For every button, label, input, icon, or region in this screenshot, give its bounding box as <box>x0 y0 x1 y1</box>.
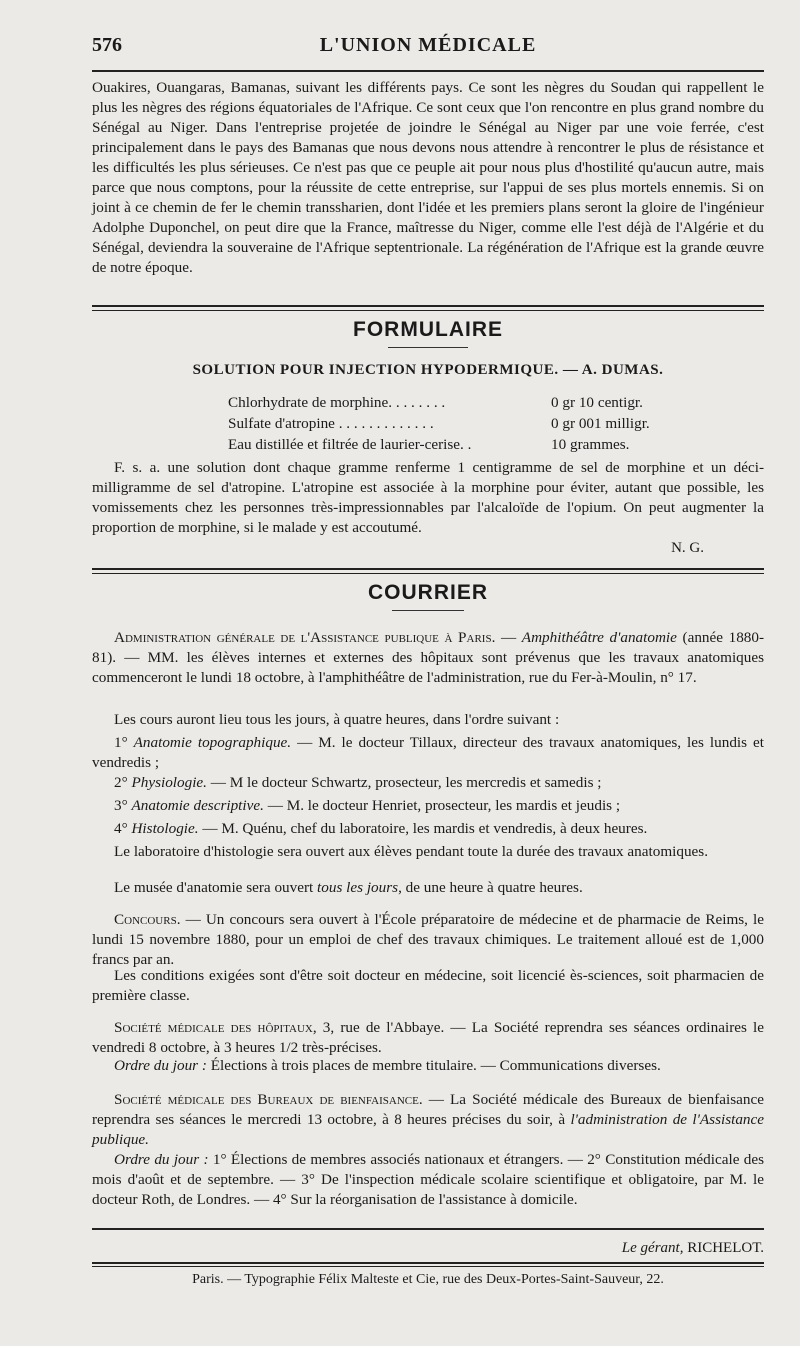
section-rule-thin <box>92 573 764 574</box>
gerant-signature <box>480 1240 764 1257</box>
concours-text: — Un concours sera ouvert à l'École préparatoire de médecine et de pharmacie de Reims, le lundi 15 novembre 1880, pour un emploi de chef des travaux chimiques. Le traitement alloué est de 1,000 francs par an. <box>92 911 764 968</box>
ingredient-qty: 0 gr 10 centigr. <box>551 394 643 411</box>
smb-heading: Société médicale des Bureaux de bienfaisance. <box>114 1091 423 1108</box>
course-item <box>92 773 764 793</box>
section-rule <box>92 568 764 570</box>
recipe-row <box>228 392 698 413</box>
smh-agenda <box>92 1056 764 1076</box>
recipe-instructions: F. s. a. une solution dont chaque gramme renferme 1 centigramme de sel de morphine et un déci-milligramme de sel d'atropine. L'atropine est associée à la morphine pour éviter, autant que possible, les vomissements chez les personnes très-impressionnables par l'alcaloïde de l'opium. On peut augmenter la proportion de morphine, si le malade y est accoutumé. <box>92 459 764 536</box>
agenda-text: 1° Élections de membres associés nationaux et étrangers. — 2° Constitution médicale des mois d'août et de septembre. — 3° De l'inspection médicale scolaire scientifique et obligatoire, par M. le docteur Roth, de Londres. — 4° Sur la réorganisation de l'assistance à domicile. <box>92 1151 765 1208</box>
course-text: — M le docteur Schwartz, prosecteur, les mercredis et samedis ; <box>210 774 602 791</box>
title-underline <box>392 610 464 611</box>
agenda-label: Ordre du jour : <box>114 1057 207 1074</box>
section-rule <box>92 1228 764 1230</box>
admin-heading: Administration générale de l'Assistance publique à Paris. <box>114 629 496 646</box>
footer-rule-thin <box>92 1266 764 1267</box>
admin-subject: Amphithéâtre d'anatomie <box>521 629 677 646</box>
gerant-name: RICHELOT. <box>687 1240 764 1256</box>
concours-paragraph <box>92 910 764 970</box>
ingredient-qty: 0 gr 001 milligr. <box>551 415 650 432</box>
conditions-paragraph: Les conditions exigées sont d'être soit docteur en médecine, soit licencié ès-sciences, soit pharmacien de première classe. <box>92 967 764 1004</box>
course-number: 4° <box>114 820 128 837</box>
ingredient-qty: 10 grammes. <box>551 436 630 453</box>
ingredient-name: Sulfate d'atropine . . . . . . . . . . . . . <box>228 415 434 432</box>
header-rule <box>92 70 764 72</box>
smb-paragraph <box>92 1090 764 1150</box>
courses-intro: Les cours auront lieu tous les jours, à quatre heures, dans l'ordre suivant : <box>114 711 560 728</box>
course-text: — M. le docteur Tillaux, directeur des travaux anatomiques, les lundis et vendredis ; <box>92 734 764 771</box>
intro-paragraph: Ouakires, Ouangaras, Bamanas, suivant les différents pays. Ce sont les nègres du Soudan qui rappellent le plus les nègres des régions équatoriales de l'Afrique. Ce sont ceux que l'on rencontre en plus grand nombre du Sénégal au Niger. Dans l'entreprise projetée de joindre le Sénégal au Niger par une voie ferrée, c'est principalement dans le pays des Bamanas que nous devons nous attendre à rencontrer le plus de résistance et les difficultés les plus sérieuses. Ce n'est pas que ce peuple ait pour nous plus d'hostilité qu'aucun autre, mais parce que nous comptons, pour la réussite de cette entreprise, sur l'appui de ses plus mortels ennemis. Si on joint à ce chemin de fer le chemin transsharien, dont l'idée et les premiers plans seront la gloire de l'ingénieur Adolphe Duponchel, on peut dire que la France, maîtresse du Niger, comme elle l'est déjà de l'Algérie et du Sénégal, deviendra la souveraine de l'Afrique septentrionale. La régénération de l'Afrique est la grande œuvre de notre époque. <box>92 79 764 276</box>
course-text: — M. Quénu, chef du laboratoire, les mardis et vendredis, à deux heures. <box>202 820 648 837</box>
recipe-row <box>228 434 698 455</box>
admin-text: (année 1880-81). — MM. les élèves internes et externes des hôpitaux sont prévenus que les travaux anatomiques commenceront le lundi 18 octobre, à l'amphithéâtre de l'administration, rue du Fer-à-Moulin, n° 17. <box>92 629 765 686</box>
course-subject: Histologie. <box>131 820 199 837</box>
course-subject: Anatomie topographique. <box>133 734 292 751</box>
agenda-text: Élections à trois places de membre titulaire. — Communications diverses. <box>210 1057 661 1074</box>
footer-rule <box>92 1262 764 1264</box>
courrier-title: COURRIER <box>367 581 488 604</box>
musee-paragraph <box>92 878 764 898</box>
admin-announcement: Administration générale de l'Assistance publique à Paris. — Amphithéâtre d'anatomie (année 1880-81). — MM. les élèves internes et externes des hôpitaux sont prévenus que les travaux anatomiques commenceront le lundi 18 octobre, à l'amphithéâtre de l'administration, rue du Fer-à-Moulin, n° 17. <box>92 629 765 686</box>
musee-emphasis: tous les jours <box>317 879 399 896</box>
smh-paragraph <box>92 1018 764 1058</box>
printer-imprint: Paris. — Typographie Félix Malteste et Cie, rue des Deux-Portes-Saint-Sauveur, 22. <box>192 1272 664 1287</box>
ingredient-name: Eau distillée et filtrée de laurier-cerise. . <box>228 436 472 453</box>
formulaire-title: FORMULAIRE <box>353 318 503 341</box>
agenda-label: Ordre du jour : <box>114 1151 209 1168</box>
ingredient-name: Chlorhydrate de morphine. . . . . . . . <box>228 394 446 411</box>
recipe-signature: N. G. <box>671 540 704 556</box>
running-title: L'UNION MÉDICALE <box>319 34 537 56</box>
gerant-label: Le gérant, <box>621 1240 684 1256</box>
page-number: 576 <box>92 34 122 56</box>
recipe-row <box>228 413 698 434</box>
course-number: 2° <box>114 774 128 791</box>
course-item <box>92 733 764 773</box>
smb-agenda <box>92 1150 764 1210</box>
course-text: — M. le docteur Henriet, prosecteur, les mardis et jeudis ; <box>267 797 621 814</box>
labo-paragraph: Le laboratoire d'histologie sera ouvert aux élèves pendant toute la durée des travaux anatomiques. <box>114 843 708 860</box>
course-item <box>92 819 764 839</box>
page-header <box>92 34 764 66</box>
course-subject: Physiologie. <box>131 774 207 791</box>
musee-text: Le musée d'anatomie sera ouvert <box>114 879 314 896</box>
course-number: 3° <box>114 797 128 814</box>
concours-heading: Concours. <box>114 911 181 928</box>
smh-heading: Société médicale des hôpitaux, <box>114 1019 317 1036</box>
smh-text: 3, rue de l'Abbaye. — La Société reprendra ses séances ordinaires le vendredi 8 octobre, à 3 heures 1/2 très-précises. <box>92 1019 764 1056</box>
smb-text: — La Société médicale des Bureaux de bienfaisance reprendra ses séances le mercredi 13 octobre, à 8 heures précises du soir, à <box>92 1091 764 1128</box>
title-underline <box>388 347 468 348</box>
formulaire-subtitle: SOLUTION POUR INJECTION HYPODERMIQUE. — A. DUMAS. <box>192 362 664 378</box>
recipe-list <box>228 392 698 455</box>
course-item <box>92 796 764 816</box>
course-number: 1° <box>114 734 128 751</box>
smb-emphasis: l'administration de l'Assistance publique. <box>92 1111 764 1148</box>
section-rule-thin <box>92 310 764 311</box>
musee-text-end: , de une heure à quatre heures. <box>398 879 583 896</box>
course-subject: Anatomie descriptive. <box>131 797 264 814</box>
section-rule <box>92 305 764 307</box>
